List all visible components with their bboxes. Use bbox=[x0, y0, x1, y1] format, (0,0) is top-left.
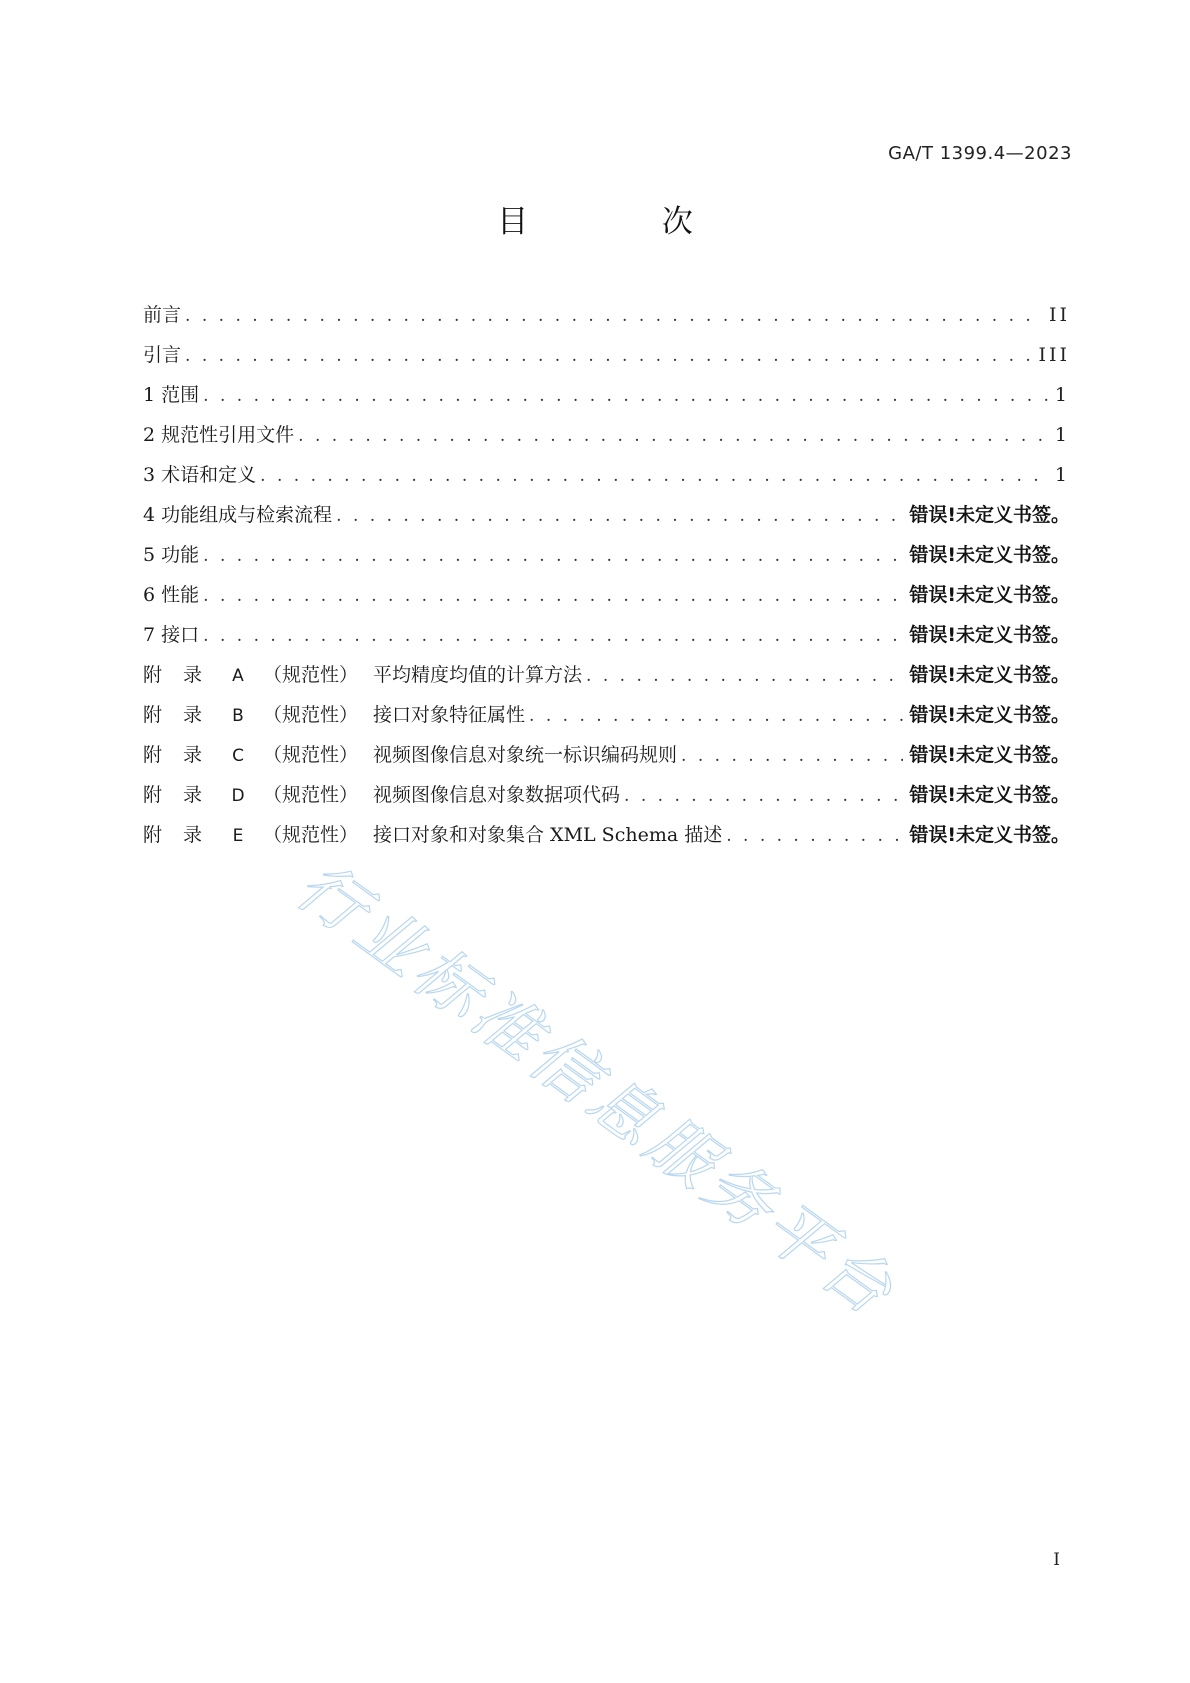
appendix-label bbox=[143, 740, 677, 767]
toc-entry-normative-references[interactable] bbox=[143, 420, 1070, 460]
appendix-letter: C bbox=[232, 746, 244, 766]
appendix-prefix: 附 bbox=[143, 824, 163, 846]
toc-page-number: 1 bbox=[1054, 424, 1070, 446]
appendix-title: 视频图像信息对象数据项代码 bbox=[373, 784, 621, 806]
toc-entry-functional-composition[interactable] bbox=[143, 500, 1070, 540]
appendix-normative-tag: （规范性） bbox=[263, 784, 359, 806]
appendix-letter: A bbox=[232, 666, 244, 686]
toc-entry-label: 前言 bbox=[143, 304, 182, 326]
dot-leader bbox=[624, 786, 903, 806]
toc-entry-introduction[interactable] bbox=[143, 340, 1070, 380]
dot-leader bbox=[260, 466, 1049, 486]
appendix-prefix: 附 bbox=[143, 704, 163, 726]
toc-entry-performance[interactable] bbox=[143, 580, 1070, 620]
toc-page-error: 错误!未定义书签。 bbox=[909, 624, 1070, 646]
toc-page-number: II bbox=[1048, 304, 1070, 326]
toc-entry-label: 3 术语和定义 bbox=[143, 464, 257, 486]
document-number: GA/T 1399.4—2023 bbox=[888, 143, 1072, 164]
appendix-label bbox=[143, 780, 620, 807]
appendix-prefix: 附 bbox=[143, 664, 163, 686]
toc-page-error: 错误!未定义书签。 bbox=[909, 744, 1070, 766]
dot-leader bbox=[203, 546, 903, 566]
appendix-normative-tag: （规范性） bbox=[263, 704, 359, 726]
toc-entry-functions[interactable] bbox=[143, 540, 1070, 580]
appendix-word: 录 bbox=[183, 784, 203, 806]
page-title: 目 次 bbox=[497, 204, 755, 240]
toc-entry-appendix-b[interactable] bbox=[143, 700, 1070, 740]
appendix-normative-tag: （规范性） bbox=[263, 824, 359, 846]
toc-entry-label: 2 规范性引用文件 bbox=[143, 424, 295, 446]
toc-page-number: 1 bbox=[1054, 384, 1070, 406]
dot-leader bbox=[203, 626, 903, 646]
toc-entry-foreword[interactable] bbox=[143, 300, 1070, 340]
appendix-normative-tag: （规范性） bbox=[263, 744, 359, 766]
appendix-title: 接口对象和对象集合 XML Schema 描述 bbox=[373, 824, 723, 846]
toc-entry-appendix-a[interactable] bbox=[143, 660, 1070, 700]
dot-leader bbox=[726, 826, 903, 846]
dot-leader bbox=[185, 306, 1043, 326]
toc-entry-label: 6 性能 bbox=[143, 584, 200, 606]
dot-leader bbox=[586, 666, 903, 686]
toc-page-error: 错误!未定义书签。 bbox=[909, 664, 1070, 686]
toc-entry-appendix-d[interactable] bbox=[143, 780, 1070, 820]
page-number: I bbox=[1053, 1550, 1060, 1570]
dot-leader bbox=[203, 386, 1049, 406]
dot-leader bbox=[298, 426, 1049, 446]
dot-leader bbox=[185, 346, 1032, 366]
toc-entry-label: 引言 bbox=[143, 344, 182, 366]
toc-page-error: 错误!未定义书签。 bbox=[909, 544, 1070, 566]
appendix-title: 视频图像信息对象统一标识编码规则 bbox=[373, 744, 678, 766]
table-of-contents bbox=[143, 300, 1070, 860]
toc-entry-appendix-c[interactable] bbox=[143, 740, 1070, 780]
toc-entry-label: 1 范围 bbox=[143, 384, 200, 406]
appendix-prefix: 附 bbox=[143, 784, 163, 806]
appendix-word: 录 bbox=[183, 704, 203, 726]
toc-entry-scope[interactable] bbox=[143, 380, 1070, 420]
appendix-title: 平均精度均值的计算方法 bbox=[373, 664, 583, 686]
toc-page-error: 错误!未定义书签。 bbox=[909, 824, 1070, 846]
toc-page-error: 错误!未定义书签。 bbox=[909, 584, 1070, 606]
appendix-normative-tag: （规范性） bbox=[263, 664, 359, 686]
appendix-label bbox=[143, 660, 582, 687]
dot-leader bbox=[529, 706, 903, 726]
watermark: 行业标准信息服务平台 bbox=[282, 847, 911, 1333]
toc-entry-label: 7 接口 bbox=[143, 624, 200, 646]
appendix-title: 接口对象特征属性 bbox=[373, 704, 526, 726]
dot-leader bbox=[336, 506, 903, 526]
appendix-letter: B bbox=[232, 706, 244, 726]
toc-entry-interface[interactable] bbox=[143, 620, 1070, 660]
dot-leader bbox=[203, 586, 903, 606]
appendix-prefix: 附 bbox=[143, 744, 163, 766]
appendix-word: 录 bbox=[183, 664, 203, 686]
appendix-word: 录 bbox=[183, 744, 203, 766]
toc-page-number: 1 bbox=[1054, 464, 1070, 486]
appendix-word: 录 bbox=[183, 824, 203, 846]
toc-entry-label: 4 功能组成与检索流程 bbox=[143, 504, 333, 526]
toc-entry-terms-definitions[interactable] bbox=[143, 460, 1070, 500]
appendix-letter: E bbox=[232, 826, 244, 846]
toc-entry-label: 5 功能 bbox=[143, 544, 200, 566]
appendix-label bbox=[143, 820, 722, 847]
dot-leader bbox=[681, 746, 903, 766]
appendix-letter: D bbox=[231, 786, 245, 806]
appendix-label bbox=[143, 700, 525, 727]
toc-page-number: III bbox=[1038, 344, 1070, 366]
toc-page-error: 错误!未定义书签。 bbox=[909, 704, 1070, 726]
toc-page-error: 错误!未定义书签。 bbox=[909, 504, 1070, 526]
toc-entry-appendix-e[interactable] bbox=[143, 820, 1070, 860]
toc-page-error: 错误!未定义书签。 bbox=[909, 784, 1070, 806]
